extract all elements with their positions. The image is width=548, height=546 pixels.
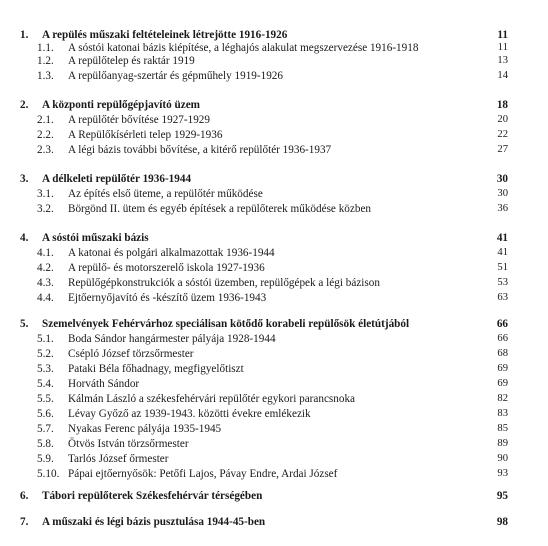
toc-section bbox=[0, 127, 548, 143]
toc-title: A repülő- és motorszerelő iskola 1927-1936 bbox=[68, 262, 265, 274]
toc-page-number: 22 bbox=[497, 129, 508, 140]
toc-section bbox=[0, 421, 548, 437]
toc-number: 4.2. bbox=[37, 262, 54, 274]
toc-page-number: 85 bbox=[497, 423, 508, 434]
toc-section bbox=[0, 290, 548, 306]
toc-number: 2.2. bbox=[37, 129, 54, 141]
toc-page-number: 13 bbox=[497, 55, 508, 66]
toc-section bbox=[0, 112, 548, 128]
toc-number: 4. bbox=[20, 232, 29, 244]
toc-section bbox=[0, 186, 548, 202]
toc-title: Nyakas Ferenc pályája 1935-1945 bbox=[68, 423, 222, 435]
toc-title: Csépló József törzsőrmester bbox=[68, 348, 194, 360]
toc-chapter bbox=[0, 316, 548, 332]
toc-title: Tarlós József őrmester bbox=[68, 453, 169, 465]
toc-title: A repülőtelep és raktár 1919 bbox=[68, 55, 195, 67]
toc-page-number: 66 bbox=[497, 333, 508, 344]
toc-page-number: 93 bbox=[497, 468, 508, 479]
toc-number: 5.7. bbox=[37, 423, 54, 435]
toc-page-number: 98 bbox=[496, 516, 508, 528]
toc-chapter bbox=[0, 230, 548, 246]
toc-title: A sóstói műszaki bázis bbox=[42, 232, 149, 244]
toc-number: 7. bbox=[20, 516, 29, 528]
toc-page-number: 69 bbox=[497, 363, 508, 374]
toc-title: Pápai ejtőernyősök: Petőfi Lajos, Pávay Endre, Ardai József bbox=[68, 468, 338, 480]
toc-section bbox=[0, 245, 548, 261]
toc-page-number: 68 bbox=[497, 348, 508, 359]
toc-page-number: 82 bbox=[497, 393, 508, 404]
toc-number: 5.8. bbox=[37, 438, 54, 450]
toc-title: Szemelvények Fehérvárhoz speciálisan kötődő korabeli repülősök életútjából bbox=[42, 318, 410, 330]
toc-chapter bbox=[0, 488, 548, 504]
toc-section bbox=[0, 391, 548, 407]
toc-section bbox=[0, 142, 548, 158]
toc-title: A katonai és polgári alkalmazottak 1936-1944 bbox=[68, 247, 275, 259]
toc-section bbox=[0, 275, 548, 291]
toc-number: 5.5. bbox=[37, 393, 54, 405]
toc-section bbox=[0, 201, 548, 217]
toc-page-number: 69 bbox=[497, 378, 508, 389]
toc-page-number: 53 bbox=[497, 277, 508, 288]
toc-title: Boda Sándor hangármester pályája 1928-1944 bbox=[68, 333, 276, 345]
toc-number: 1.1. bbox=[37, 42, 54, 54]
toc-page-number: 14 bbox=[497, 70, 508, 81]
toc-number: 5.3. bbox=[37, 363, 54, 375]
toc-page-number: 30 bbox=[497, 188, 508, 199]
toc-number: 2. bbox=[20, 99, 29, 111]
toc-number: 1.3. bbox=[37, 70, 54, 82]
toc-title: A repülőtér bővítése 1927-1929 bbox=[68, 114, 210, 126]
toc-section bbox=[0, 376, 548, 392]
toc-title: A sóstói katonai bázis kiépítése, a léghajós alakulat megszervezése 1916-1918 bbox=[68, 42, 419, 54]
toc-page-number: 90 bbox=[497, 453, 508, 464]
toc-number: 5.10. bbox=[37, 468, 60, 480]
toc-number: 5.9. bbox=[37, 453, 54, 465]
toc-page-number: 83 bbox=[497, 408, 508, 419]
toc-title: Repülőgépkonstrukciók a sóstói üzemben, repülőgépek a légi bázison bbox=[68, 277, 380, 289]
toc-title: A délkeleti repülőtér 1936-1944 bbox=[42, 173, 192, 185]
toc-number: 1. bbox=[20, 29, 29, 41]
toc-title: A műszaki és légi bázis pusztulása 1944-45-ben bbox=[42, 516, 266, 528]
toc-title: A repülés műszaki feltételeinek létrejötte 1916-1926 bbox=[42, 29, 288, 41]
toc-title: Az építés első üteme, a repülőtér működése bbox=[68, 188, 263, 200]
toc-number: 6. bbox=[20, 490, 29, 502]
toc-title: Kálmán László a székesfehérvári repülőtér egykori parancsnoka bbox=[68, 393, 356, 405]
toc-page-number: 51 bbox=[497, 262, 508, 273]
toc-number: 1.2. bbox=[37, 55, 54, 67]
toc-title: Pataki Béla főhadnagy, megfigyelőtiszt bbox=[68, 363, 244, 375]
toc-chapter bbox=[0, 171, 548, 187]
toc-chapter bbox=[0, 514, 548, 530]
toc-section bbox=[0, 406, 548, 422]
toc-number: 5.1. bbox=[37, 333, 54, 345]
toc-number: 3.2. bbox=[37, 203, 54, 215]
toc-title: Ötvös István törzsőrmester bbox=[68, 438, 189, 450]
toc-number: 2.1. bbox=[37, 114, 54, 126]
toc-page-number: 30 bbox=[496, 173, 508, 185]
toc-page-number: 18 bbox=[496, 99, 508, 111]
toc-section bbox=[0, 53, 548, 69]
toc-number: 3. bbox=[20, 173, 29, 185]
toc-title: A Repülőkísérleti telep 1929-1936 bbox=[68, 129, 223, 141]
toc-section bbox=[0, 68, 548, 84]
toc-number: 5.6. bbox=[37, 408, 54, 420]
toc-number: 3.1. bbox=[37, 188, 54, 200]
toc-title: A központi repülőgépjavító üzem bbox=[42, 99, 200, 111]
toc-page-number: 89 bbox=[497, 438, 508, 449]
toc-title: Tábori repülőterek Székesfehérvár térségében bbox=[42, 490, 263, 502]
toc-title: Horváth Sándor bbox=[68, 378, 140, 390]
toc-section bbox=[0, 451, 548, 467]
toc-number: 4.4. bbox=[37, 292, 54, 304]
toc-page-number: 41 bbox=[496, 232, 508, 244]
toc-page-number: 11 bbox=[497, 29, 508, 41]
toc-number: 2.3. bbox=[37, 144, 54, 156]
toc-section bbox=[0, 346, 548, 362]
toc-title: Lévay Győző az 1939-1943. közötti évekre emlékezik bbox=[68, 408, 311, 420]
toc-section bbox=[0, 466, 548, 482]
toc-page-number: 11 bbox=[497, 42, 508, 53]
toc-page-number: 20 bbox=[497, 114, 508, 125]
toc-page-number: 63 bbox=[497, 292, 508, 303]
toc-chapter bbox=[0, 97, 548, 113]
toc-number: 4.3. bbox=[37, 277, 54, 289]
toc-page-number: 95 bbox=[496, 490, 508, 502]
toc-section bbox=[0, 331, 548, 347]
toc-page-number: 27 bbox=[497, 144, 508, 155]
toc-number: 4.1. bbox=[37, 247, 54, 259]
toc-number: 5.2. bbox=[37, 348, 54, 360]
toc-page-number: 66 bbox=[496, 318, 508, 330]
toc-section bbox=[0, 361, 548, 377]
toc-title: Ejtőernyőjavító és -készítő üzem 1936-1943 bbox=[68, 292, 267, 304]
toc-section bbox=[0, 436, 548, 452]
toc-number: 5.4. bbox=[37, 378, 54, 390]
toc-title: Börgönd II. ütem és egyéb építések a repülőterek működése közben bbox=[68, 203, 372, 215]
toc-page-number: 41 bbox=[497, 247, 508, 258]
toc-title: A légi bázis további bővítése, a kitérő repülőtér 1936-1937 bbox=[68, 144, 332, 156]
toc-title: A repülőanyag-szertár és gépműhely 1919-1926 bbox=[68, 70, 283, 82]
toc-page-number: 36 bbox=[497, 203, 508, 214]
toc-section bbox=[0, 260, 548, 276]
toc-number: 5. bbox=[20, 318, 29, 330]
